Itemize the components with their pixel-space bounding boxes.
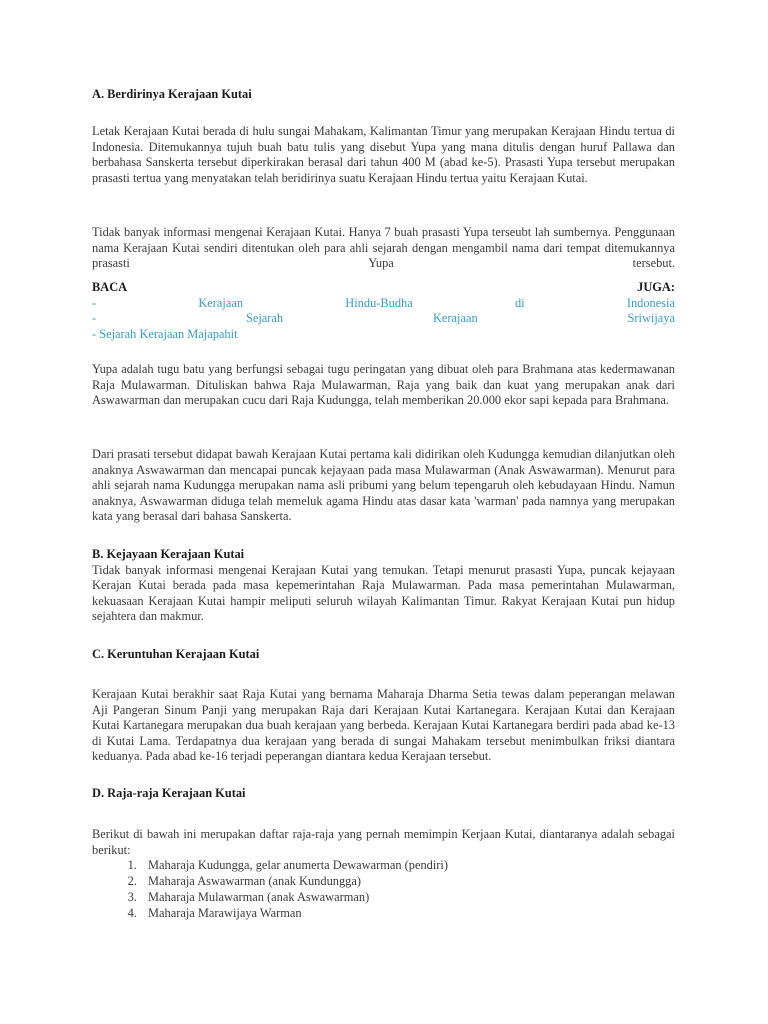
paragraph-text: Tidak banyak informasi mengenai Kerajaan Kutai yang temukan. Tetapi menurut prasasti Yupa, puncak kejayaan Kerajan Kutai berada pada masa kepemerintahan Raja Mulawarman. Pada masa pemerintahan Mulawarman, kekuasaan Kerajaan Kutai hampir meliputi seluruh wilayah Kalimantan Timur. Rakyat Kerajaan Kutai pun hidup sejahtera dan makmur. bbox=[92, 562, 675, 624]
section-c-heading: C. Keruntuhan Kerajaan Kutai bbox=[92, 647, 260, 661]
paragraph-text: Tidak banyak informasi mengenai Kerajaan Kutai. Hanya 7 buah prasasti Yupa terseubt lah sumbernya. Penggunaan nama Kerajaan Kutai sendiri ditentukan oleh para ahli sejarah dengan mengambil nama dari tempat ditemukannya prasasti Yupa tersebut. bbox=[92, 225, 675, 271]
section-a-paragraph-1 bbox=[92, 124, 675, 186]
read-also-link-sriwijaya[interactable]: - Sejarah Kerajaan Sriwijaya bbox=[92, 311, 675, 326]
list-item: 3. Maharaja Mulawarman (anak Aswawarman) bbox=[140, 890, 675, 906]
paragraph-text: Kerajaan Kutai berakhir saat Raja Kutai yang bernama Maharaja Dharma Setia tewas dalam peperangan melawan Aji Pangeran Sinum Panji yang merupakan Raja dari Kerajaan Kutai Kartanegara. Kerajaan Kutai dan Kerajaan Kutai Kartanegara merupakan dua buah kerajaan yang berbeda. Kerajaan Kutai Kartanegara berdiri pada abad ke-13 di Kutai Lama. Terdapatnya dua kerajaan yang berada di sungai Mahakam tersebut menimbulkan friksi diantara keduanya. Pada abad ke-16 terjadi peperangan diantara kedua Kerajaan tersebut. bbox=[92, 687, 675, 764]
list-item: 2. Maharaja Aswawarman (anak Kundungga) bbox=[140, 874, 675, 890]
read-also-header bbox=[92, 280, 675, 296]
list-item: 1. Maharaja Kudungga, gelar anumerta Dewawarman (pendiri) bbox=[140, 858, 675, 874]
section-a-paragraph-4 bbox=[92, 447, 675, 525]
read-also-link-majapahit[interactable]: - Sejarah Kerajaan Majapahit bbox=[92, 326, 238, 341]
section-d-body bbox=[92, 827, 675, 921]
read-also-box bbox=[92, 280, 675, 342]
section-b-heading: B. Kejayaan Kerajaan Kutai bbox=[92, 547, 245, 561]
paragraph-text: Letak Kerajaan Kutai berada di hulu sungai Mahakam, Kalimantan Timur yang merupakan Kerajaan Hindu tertua di Indonesia. Ditemukannya tujuh buah batu tulis yang disebut Yupa yang mana ditulis dengan huruf Pallawa dan berbahasa Sanskerta tersebut diperkirakan berasal dari tahun 400 M (abad ke-5). Prasasti Yupa tersebut merupakan prasasti tertua yang menyatakan telah beridirinya suatu Kerajaan Hindu tertua yaitu Kerajaan Kutai. bbox=[92, 124, 675, 185]
read-also-link-hindu-budha[interactable]: - Kerajaan Hindu-Budha di Indonesia bbox=[92, 295, 675, 310]
section-a-heading: A. Berdirinya Kerajaan Kutai bbox=[92, 87, 252, 101]
section-c-paragraph-1 bbox=[92, 687, 675, 765]
section-a-paragraph-2 bbox=[92, 225, 675, 272]
list-item: 4. Maharaja Marawijaya Warman bbox=[140, 906, 675, 922]
paragraph-text: Yupa adalah tugu batu yang berfungsi sebagai tugu peringatan yang dibuat oleh para Brahmana atas kedermawanan Raja Mulawarman. Dituliskan bahwa Raja Mulawarman, Raja yang baik dan kuat yang merupakan anak dari Aswawarman dan merupakan cucu dari Raja Kudungga, telah memberikan 20.000 ekor sapi kepada para Brahmana. bbox=[92, 362, 675, 408]
section-d-heading: D. Raja-raja Kerajaan Kutai bbox=[92, 786, 246, 800]
section-a-paragraph-3 bbox=[92, 362, 675, 409]
paragraph-text: Dari prasati tersebut didapat bawah Kerajaan Kutai pertama kali didirikan oleh Kudungga kemudian dilanjutkan oleh anaknya Aswawarman dan mencapai puncak kejayaan pada masa Mulawarman (Anak Aswawarman). Menurut para ahli sejarah nama Kudungga merupakan nama asli pribumi yang belum tepengaruh oleh kebudayaan Hindu. Namun anaknya, Aswawarman diduga telah memeluk agama Hindu atas dasar kata 'warman' pada namnya yang merupakan kata yang berasal dari bahasa Sanskerta. bbox=[92, 447, 675, 524]
kings-list bbox=[92, 858, 675, 921]
read-also-label-right: JUGA: bbox=[637, 280, 675, 294]
paragraph-text: Berikut di bawah ini merupakan daftar raja-raja yang pernah memimpin Kerjaan Kutai, diantaranya adalah sebagai berikut: bbox=[92, 827, 675, 857]
read-also-label-left: BACA bbox=[92, 280, 128, 294]
section-b bbox=[92, 547, 675, 625]
